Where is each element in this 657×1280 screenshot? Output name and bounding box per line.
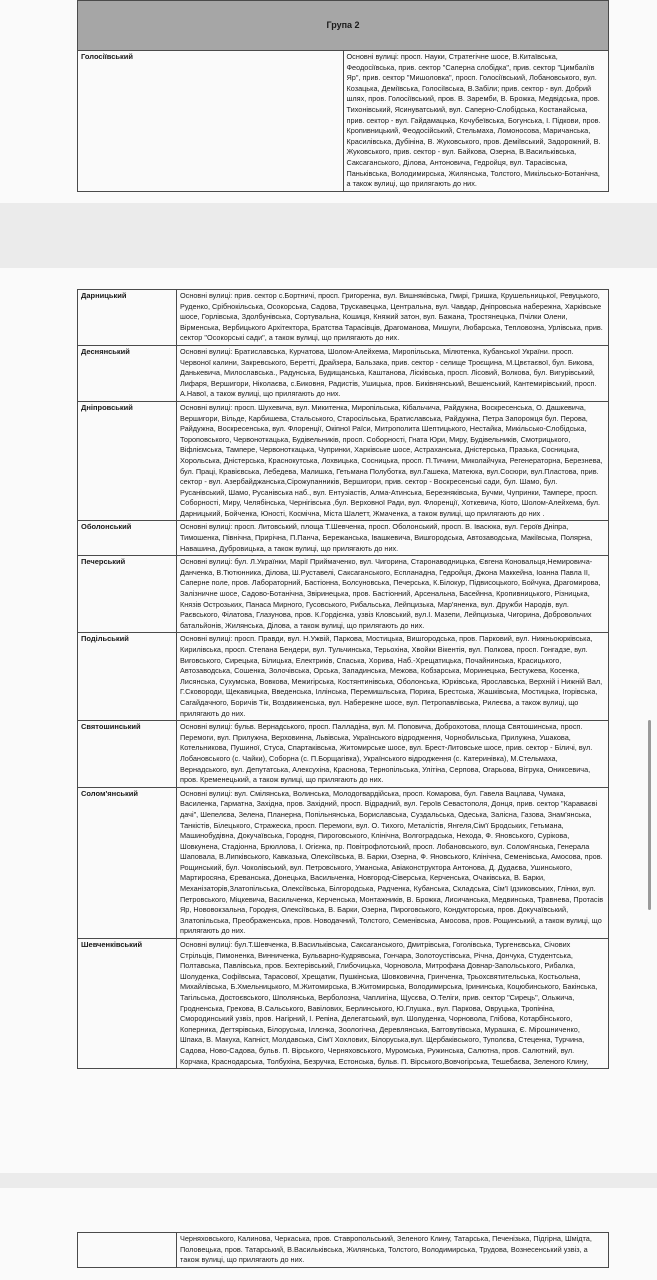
district-name: Печерський (78, 556, 177, 633)
streets-cell: Основні вулиці: просп. Шухевича, вул. Микитенка, Миропільська, Кібальчича, Райдужна, Воскресенська, О. Дашкевича, Вершигори, Вільде, Карбишева, Стальського, Старосільська, Братиславська, Райдужна, Петра Запорожця бул. Перова, Райдужна, Воскресенська, вул. Флоренції, Окіпної Раїси, Митрополита Шептицького, Нестайка, Микільсько-Слобідська, Тороповського, Червоноткацька, Будівельників, просп. Соборності, Гната Юри, Миру, Будівельників, Смотрицького, Віфліємська, Тампере, Червоноткацька, Чупринки, Харківське шосе, Астраханська, Дністерська, Празька, Сосницька, Хорольська, Дністерська, Краснокутська, Лохвицька, Сосницька, просп. П.Тичини, Миколайчука, Регенераторна, Березнева, бул. Праці, Кравієвська, Лебедева, Малишка, Гетьмана Полуботка, вул.Гашека, Матеюка, вул.Сосюри, вул.Пластова, прив. сектор - вул. Азербайджанська,Сірожупанників, Вершигори, прив. сектор - Воскресенські сади, бул. Шамо, бул. Русанівський, Шамо, Русанівська наб., вул. Ентузіастів, Алма-Атинська, Березняківська, Бучми, Чупринки, Тампере, просп. Соборності, Миру, Челябінська, Чернігівська ,бул. Верховної Ради, вул. Флоренції, Хоткевича, Кіото, Шолом-Алейхема, бул. Дарницький, Бойченка, Юності, Космічна, Міста Шалетт, Жмаченка, а також вулиці, що прилягають до них . (177, 401, 609, 521)
streets-cell: Основні вулиці: бул. Л.Українки, Марії Приймаченко, вул. Чигорина, Старонаводницька, Євгена Коновальця,Немировича-Данченка, В.Тютюнника, Ділова, Ш.Руставелі, Саксаганського, Еспланадна, Гедройця, Джона Маккейна, Іоанна Павла ІІ, Саперне поле, пров. Лабораторний, Бастіонна, Болсуновська, Печерська, К.Білокур, Підвисоцького, Бойчука, Драгомирова, Залізничне шосе, Садово-Ботанічна, Звіринецька, пров. Бастіонний, Арсенальна, Басейнна, Кропивницького, Різницька, Князів Острозьких, Панаса Мирного, Гусовського, Рибальська, Лейпцизька, Мар'яненка, вул. Дружби Народів, вул. Раєвського, Філатова, Глазунова, пров. К.Гордієнка, узвіз Кловський, вул.І. Мазепи, Лейпцизька, Чигорина, Добровольчих батальйонів, Жилянська, Ділова, а також вулиці, що прилягають до них. (177, 556, 609, 633)
table-row (78, 290, 609, 346)
document-page-3 (0, 1188, 657, 1280)
table-header-row (78, 1, 609, 51)
streets-cell: Основні вулиці: просп. Литовський, площа Т.Шевченка, просп. Оболонський, просп. В. Івасюка, вул. Героїв Дніпра, Тимошенка, Північна, Прирічна, П.Панча, Бережанська, Івашкевича, Вишгородська, Автозаводська, Макіївська, Полярна, Навашина, Дубровицька, а також вулиці, що прилягають до них. (177, 521, 609, 556)
table-row (78, 51, 609, 192)
document-page-2 (0, 268, 657, 1173)
streets-table-page-1 (77, 0, 609, 192)
streets-cell: Черняховського, Калинова, Черкаська, пров. Ставропольський, Зеленого Клину, Татарська, Печенізька, Підгірна, Шмідта, Половецька, пров. Татарський, В.Васильківська, Жилянська, Толстого, Володимирська, Трудова, Вознесенський узвіз, а також вулиці, що прилягають до них. (177, 1233, 609, 1268)
table-row (78, 1233, 609, 1268)
district-name: Дарницький (78, 290, 177, 346)
table-row (78, 556, 609, 633)
table-row (78, 401, 609, 521)
district-name: Голосіївський (78, 51, 344, 192)
document-page-1 (0, 0, 657, 203)
district-name: Шевченківський (78, 939, 177, 1069)
district-name: Оболонський (78, 521, 177, 556)
district-name: Дніпровський (78, 401, 177, 521)
streets-table-page-3 (77, 1232, 609, 1268)
district-name: Святошинський (78, 721, 177, 788)
district-name: Солом'янський (78, 787, 177, 938)
streets-cell: Основні вулиці: вул. Смілянська, Волинська, Молодогвардійська, просп. Комарова, бул. Гавела Вацлава, Чумака, Василенка, Гарматна, Західна, пров. Західний, просп. Відрадний, вул. Героїв Севастополя, Донця, прив. сектор "Караваєві дачі", Шепелєва, Зелена, Планерна, Попільнянська, Бориславська, Суздальська, Одеська, Залісна, Газова, Знам'янська, Танкістів, Білецького, Стражеска, просп. Перемоги, вул. О. Тихого, Металістів, Янгеля,Сім'ї Бродських, Гетьмана, Машинобудівна, Докучаївська, Городня, Пироговського, Клінічна, Волгоградська, Нехода, Ф. Яновського, Сурікова, Шовкунена, Стадіонна, Брюллова, І. Огієнка, пр. Повітрофлотський, просп. Лобановського, вул. Солом'янська, Генерала Шаповала, В.Липківського, Кавказька, Олексіївська, В. Барки, Озерна, Ф. Яновського, Клінічна, Семенівська, Амосова, пров. Рощинський, бул. Чоколівський, вул. Петровського, Уманська, Авіаконструктора Антонова, Д. Дудаєва, Ушинського, Мартиросяна, Єреванська, Донецька, Васильченка, Новгород-Сіверська, Керченська, Очаківська, В. Барки, Механізаторів,Златопільська, Олексіївська, Білгородська, Радченка, Кубанська, Складська, Сім'ї Ідзиковських, Глінки, вул. Петровського, Міцкевича, Васильченка, Керченська, Монтажників, В. Брожка, Лисичанська, Медвинська, Травнева, Протасів Яр, Нововокзальна, Городня, Олексіївська, В. Барки, Озерна, Пироговського, Кондукторська, пров. Докучаївський, Златопільська, Преображенська, пров. Новодачний, Толстого, Семенівська, Амосова, пров. Рощинський, а також вулиці, що прилягають до них. (177, 787, 609, 938)
table-row (78, 521, 609, 556)
streets-cell: Основні вулиці: просп. Науки, Стратегічне шосе, В.Китаївська, Феодосіївська, прив. сектор "Саперна слобідка", прив. сектор "Цимбаліїв Яр", прив. сектор "Мишоловка", просп. Голосіївський, Лобановського, вул. Козацька, Деміївська, Голосіївська, В.Забіли; прив. сектор - вул. Добрий шлях, пров. Голосіївський, пров. В. Заремби, В. Брожка, Медвідська, пров. Тихонівський, Ясинуватський, вул. Саперно-Слобідська, Костанайська, прив. сектор - вул. Гайдамацька, Кочубеївська, Богунська, І. Підкови, пров. Кропивницький, Феодосійський, Стельмаха, Ломоносова, Маричанська, Красилівська, Дубініна, В. Жуковського, пров. Деміївський, Задорожний, В. Жуковського, прив. сектор - вул. Байкова, Озерна, В.Васильківська, Саксаганського, Ділова, Антоновича, Гедройця, вул. Тарасівська, Паньківська, Володимирська, Жилянська, Толстого, Микільсько-Ботанічна, а також вулиці, що прилягають до них. (343, 51, 609, 192)
streets-cell: Основні вулиці: прив. сектор с.Бортничі, просп. Григоренка, вул. Вишняківська, Гмирі, Гришка, Крушельницької, Ревуцького, Руденко, Срібнокільська, Осокорська, Садова, Трускавецька, Центральна, вул. Чавдар, Дніпровська набережна, Харківське шосе, Горлівська, Здолбунівська, Сортувальна, Кошиця, Княжий затон, вул. Бажана, Тростянецька, Пчілки Олени, Вірменська, Вербицького Архітектора, Братства Тарасівців, Драгоманова, Мишуги, Любарська, Тепловозна, Урлівська, прив. сектор "Осокорські сади", а також вулиці, що прилягають до них. (177, 290, 609, 346)
streets-cell: Основні вулиці: бульв. Вернадського, просп. Палладіна, вул. М. Поповича, Доброхотова, площа Святошинська, просп. Перемоги, вул. Прилужна, Верховинна, Львівська, Українського відродження, Чорнобильська, Прилужна, Ушакова, Котельникова, Пушиної, Стуса, Спартаківська, Житомирське шосе, вул. Брест-Литовське шосе, прив. сектор - Біличі, вул. Лобановського (с. Чайки), Соборна (с. П.Борщагівка), Українського відродження (с. Катеринівка), М.Стельмаха, Вернадського, вул. Депутатська, Алексухіна, Краснова, Тернопільська, Улітіна, Серпова, Огарьова, Вітрука, Ониксевича, пров. Кременецький, а також вулиці, що прилягають до них. (177, 721, 609, 788)
table-row (78, 939, 609, 1069)
district-name: Деснянський (78, 345, 177, 401)
streets-cell: Основні вулиці: бул.Т.Шевченка, В.Васильківська, Саксаганського, Дмитрівська, Гоголівська, Тургенєвська, Січових Стрільців, Пимоненка, Винниченка, Бульварно-Кудрявська, Гончара, Золотоустівська, Річна, Дончука, Студентська, Полтавська, Павлівська, пров. Бехтерівський, Глибочицька, Чорновола, Митрофана Довнар-Запольського, Рибалка, Шолуденка, Софіївська, Тарасової, Хрещатик, Пушкінська, Шовковична, Гринченка, Трьохсвятительська, Костьольна, Михайлівська, Б.Хмельницького, М.Житомирська, В.Житомирська, Володимирська, Ірининська, Коцюбинського, Бакінська, Тагільська, Достоєвського, Шполянська, Верболозна, Чаплигіна, Щусєва, О.Теліги, прив. сектор "Сирець", Ольжича, Гродненська, Грекова, В.Сальського, Вавілових, Берлинського, Ю.Глушка., вул. Паркова, Овруцька, Тропініна, Смородинський узвіз, пров. Нагірний, І. Репіна, Делегатський, вул. Шолуденка, Чорновола, Глібова, Котарбінського, Коперника, Дегтярівська, Білоруська, Іллєнка, Зоологічна, Деревлянська, Багговутівська, Мурашка, Є. Мірошниченко, Шпака, В. Макуха, Капніст, Молдавська, Сім'ї Хохлових, Білоруська,вул. Щербаківського, Туполєва, Стеценка, Турчина, Садова, Ново-Садова, бульв. П. Вірського, Черняховського, Муромська, Ружинська, Салютна, пров. Салютний, вул. Корчака, Краснодарська, Толбухіна, Безручка, Естонська, бульв. П. Вірського,Вовчогірська, Тешебаєва, Зеленого Клину, (177, 939, 609, 1069)
scrollbar[interactable] (648, 720, 651, 910)
table-row (78, 345, 609, 401)
district-name (78, 1233, 177, 1268)
streets-cell: Основні вулиці: просп. Правди, вул. Н.Ужвій, Паркова, Мостицька, Вишгородська, пров. Парковий, вул. Нижньоюрківська, Кирилівська, просп. Степана Бендери, вул. Тульчинська, Терьохіна, Хвойки Вікентія, вул. Полкова, просп. Гонгадзе, вул. Виговського, Сирецька, Білицька, Електриків, Спаська, Хорива, Наб.-Хрещатицька, Почайнинська, Красицького, Автозаводська, Сошенка, Золочівська, Орська, Западинська, Межова, Кобзарська, Моринецька, Бестужева, Косенка, Лисянська, Сухумська, Вовкова, Межигірська, Костянтинівська, Оболонська, Юрківська, Ярославська, Верхній і Нижній Вал, Г.Сковороди, Щекавицька, Введенська, Іллінська, Перемишльська, Порика, Брестська, Жашківська, Мостицька, Ігорівська, Сагайдачного, Боричів Тік, Воздвиженська, вул. Набережне шосе, вул. Петропавлівська, Рилеєва, а також вулиці, що прилягають до них. (177, 633, 609, 721)
streets-table-page-2 (77, 289, 609, 1069)
table-row (78, 721, 609, 788)
streets-cell: Основні вулиці: Братиславська, Курчатова, Шолом-Алейхема, Миропільська, Мілютенка, Кубанської України. просп. Червоної калини, Закревського, Беретті, Драйзера, Бальзака, прив. сектор - селище Троєщина, М.Цвєтаєвої, бул. Бикова, Данькевича, Милославська., Радунська, Будищанська, Каштанова, Лісківська, просп. Лісовий, Волкова, бул. Вигурівський, Лифаря, Вершигори, Ніколаєва, с.Биковня, Радистів, Ушицька, пров. Биківнянський, Вешенський, Кантемирівський, просп. А.Навої, а також вулиці, що прилягають до них. (177, 345, 609, 401)
district-name: Подільський (78, 633, 177, 721)
table-row (78, 633, 609, 721)
group-header: Група 2 (78, 1, 609, 51)
table-row (78, 787, 609, 938)
